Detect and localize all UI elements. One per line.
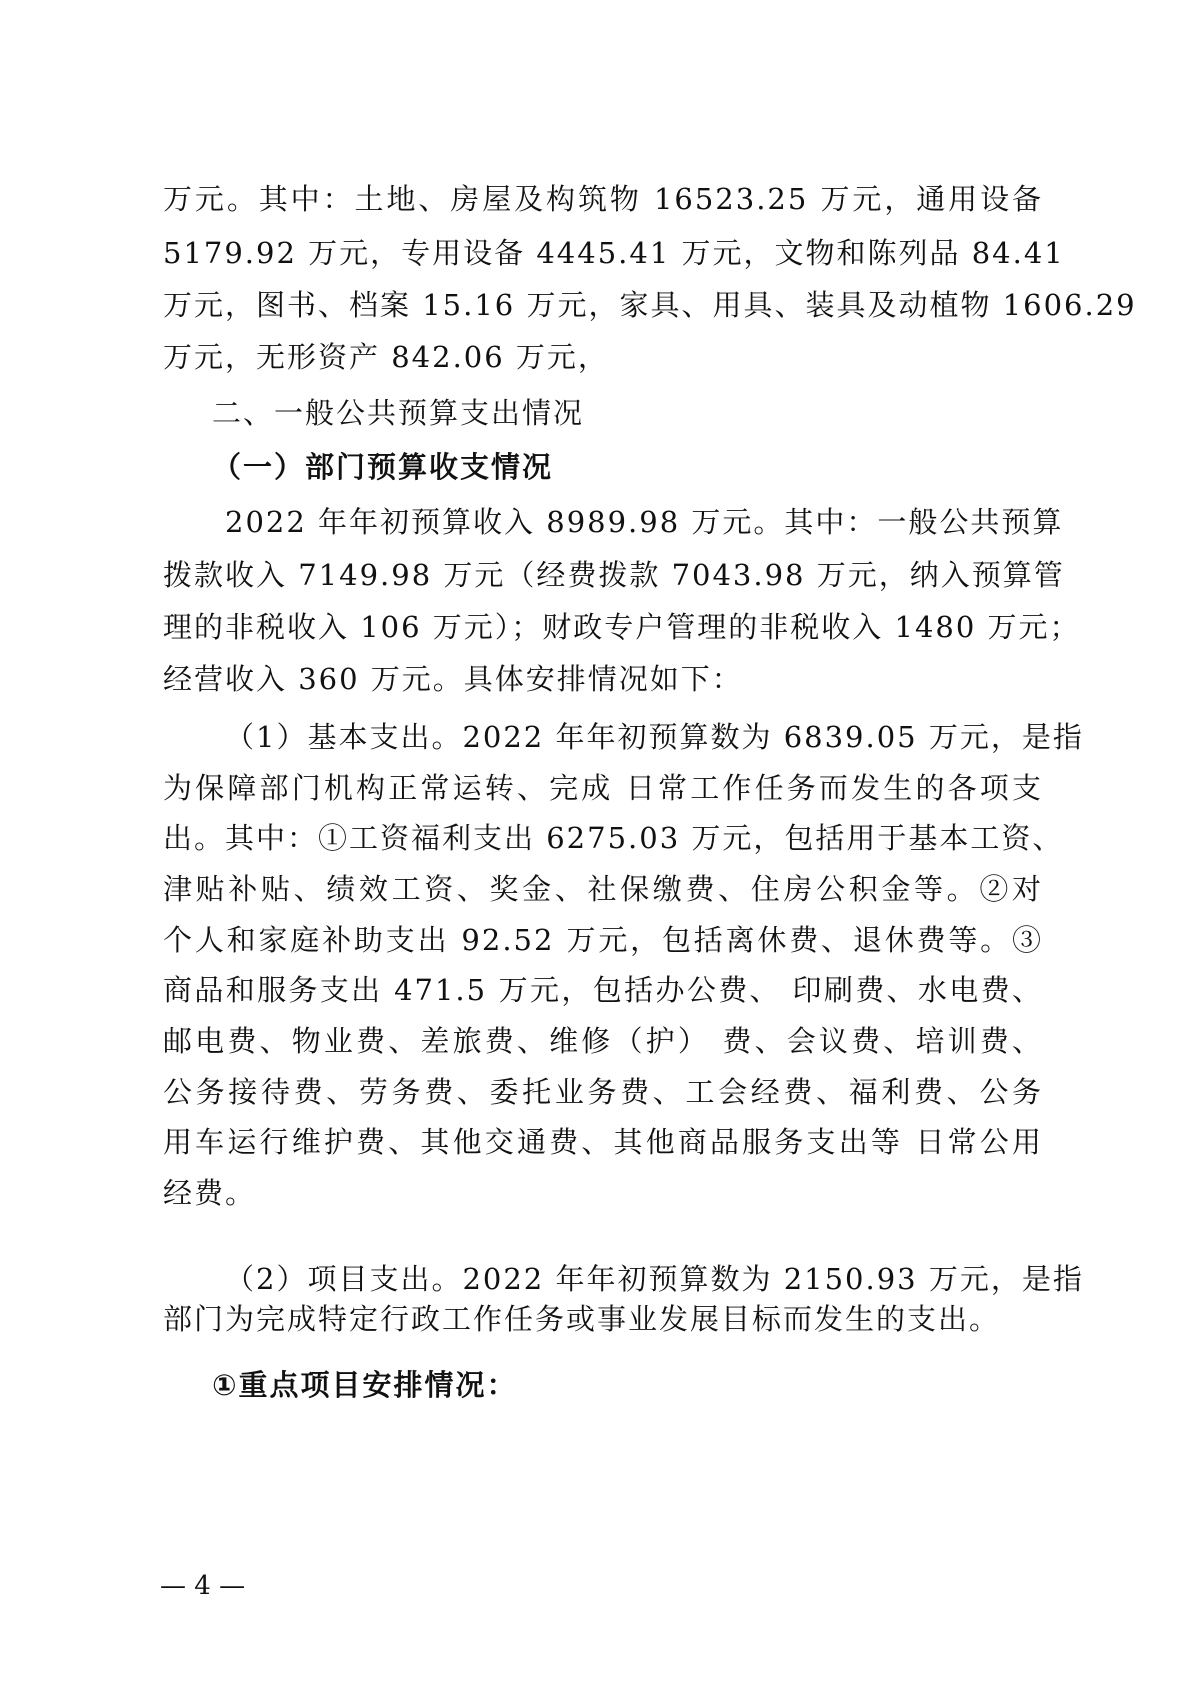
paragraph-line: 万元，图书、档案 15.16 万元，家具、用具、装具及动植物 1606.29 xyxy=(163,288,1137,322)
paragraph-line: 经费。 xyxy=(163,1176,257,1210)
paragraph-line: 用车运行维护费、其他交通费、其他商品服务支出等 日常公用 xyxy=(163,1125,1043,1159)
paragraph-line: 津贴补贴、绩效工资、奖金、社保缴费、住房公积金等。②对 xyxy=(163,872,1043,906)
paragraph-line: 部门为完成特定行政工作任务或事业发展目标而发生的支出。 xyxy=(163,1302,1001,1336)
paragraph-line: 拨款收入 7149.98 万元（经费拨款 7043.98 万元，纳入预算管 xyxy=(163,558,1065,592)
paragraph-line: 5179.92 万元，专用设备 4445.41 万元，文物和陈列品 84.41 xyxy=(163,236,1065,270)
paragraph-line: 2022 年年初预算收入 8989.98 万元。其中：一般公共预算 xyxy=(225,505,1064,539)
paragraph-line: 万元。其中：土地、房屋及构筑物 16523.25 万元，通用设备 xyxy=(163,182,1043,216)
paragraph-line: 商品和服务支出 471.5 万元，包括办公费、 印刷费、水电费、 xyxy=(163,973,1043,1007)
paragraph-line: 邮电费、物业费、差旅费、维修（护） 费、会议费、培训费、 xyxy=(163,1024,1043,1058)
paragraph-line: 个人和家庭补助支出 92.52 万元，包括离休费、退休费等。③ xyxy=(163,923,1043,957)
subsection-heading: （一）部门预算收支情况 xyxy=(212,450,554,484)
section-heading: 二、一般公共预算支出情况 xyxy=(212,396,585,430)
paragraph-line: 经营收入 360 万元。具体安排情况如下： xyxy=(163,662,743,696)
paragraph-line: 万元，无形资产 842.06 万元， xyxy=(163,340,609,374)
paragraph-line: （1）基本支出。2022 年年初预算数为 6839.05 万元，是指 xyxy=(225,720,1084,754)
subsection-heading: ①重点项目安排情况： xyxy=(212,1368,518,1402)
paragraph-line: 公务接待费、劳务费、委托业务费、工会经费、福利费、公务 xyxy=(163,1075,1043,1109)
paragraph-line: 理的非税收入 106 万元）；财政专户管理的非税收入 1480 万元； xyxy=(163,610,1081,644)
paragraph-line: 出。其中：①工资福利支出 6275.03 万元，包括用于基本工资、 xyxy=(163,821,1064,855)
paragraph-line: （2）项目支出。2022 年年初预算数为 2150.93 万元，是指 xyxy=(225,1262,1084,1296)
page-number: — 4 — xyxy=(160,1571,246,1601)
paragraph-line: 为保障部门机构正常运转、完成 日常工作任务而发生的各项支 xyxy=(163,771,1043,805)
